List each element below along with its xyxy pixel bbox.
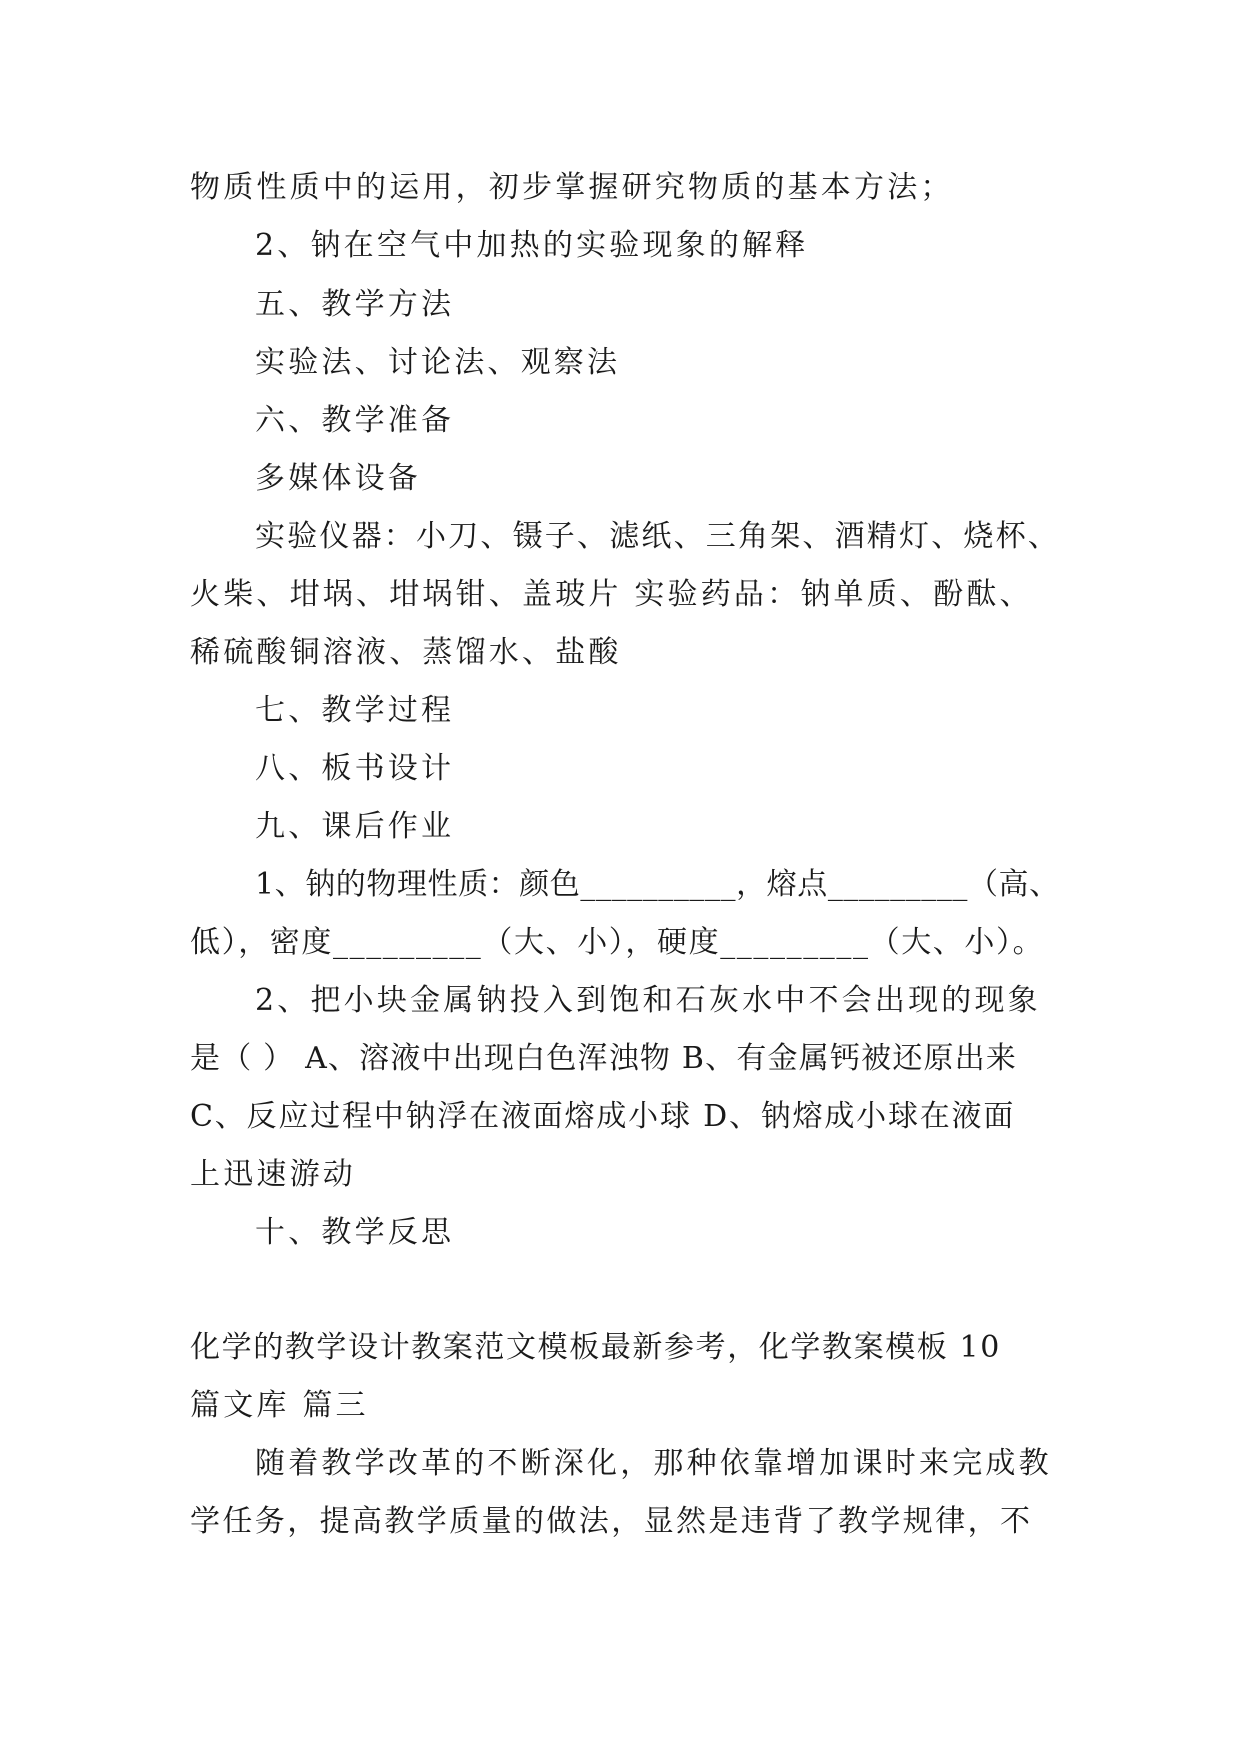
body-text-line: 物质性质中的运用，初步掌握研究物质的基本方法；	[190, 170, 954, 205]
body-text-line: 实验仪器：小刀、镊子、滤纸、三角架、酒精灯、烧杯、	[255, 519, 1060, 554]
section-heading: 六、教学准备	[255, 403, 455, 438]
exercise-text-line: 上迅速游动	[190, 1157, 356, 1192]
section-heading: 八、板书设计	[255, 751, 455, 786]
body-text-line: 稀硫酸铜溶液、蒸馏水、盐酸	[190, 635, 622, 670]
article-title: 化学的教学设计教案范文模板最新参考，化学教案模板 10	[190, 1330, 1001, 1365]
article-title: 篇文库 篇三	[190, 1388, 369, 1423]
exercise-text-line: 1、钠的物理性质：颜色__________，熔点_________（高、	[255, 867, 1060, 902]
exercise-text-line: 是（ ） A、溶液中出现白色浑浊物 B、有金属钙被还原出来	[190, 1041, 1018, 1076]
exercise-text-line: C、反应过程中钠浮在液面熔成小球 D、钠熔成小球在液面	[190, 1099, 1016, 1134]
body-text-line: 实验法、讨论法、观察法	[255, 345, 621, 380]
section-heading: 九、课后作业	[255, 809, 455, 844]
section-heading: 七、教学过程	[255, 693, 455, 728]
body-text-line: 2、钠在空气中加热的实验现象的解释	[255, 228, 809, 263]
exercise-text-line: 低），密度_________（大、小），硬度_________（大、小）。	[190, 925, 1045, 960]
exercise-text-line: 2、把小块金属钠投入到饱和石灰水中不会出现的现象	[255, 983, 1041, 1018]
body-text-line: 火柴、坩埚、坩埚钳、盖玻片 实验药品：钠单质、酚酞、	[190, 577, 1033, 612]
section-heading: 十、教学反思	[255, 1215, 455, 1250]
body-text-line: 随着教学改革的不断深化，那种依靠增加课时来完成教	[255, 1446, 1052, 1481]
body-text-line: 学任务，提高教学质量的做法，显然是违背了教学规律，不	[190, 1504, 1033, 1539]
body-text-line: 多媒体设备	[255, 461, 421, 496]
section-heading: 五、教学方法	[255, 287, 455, 322]
